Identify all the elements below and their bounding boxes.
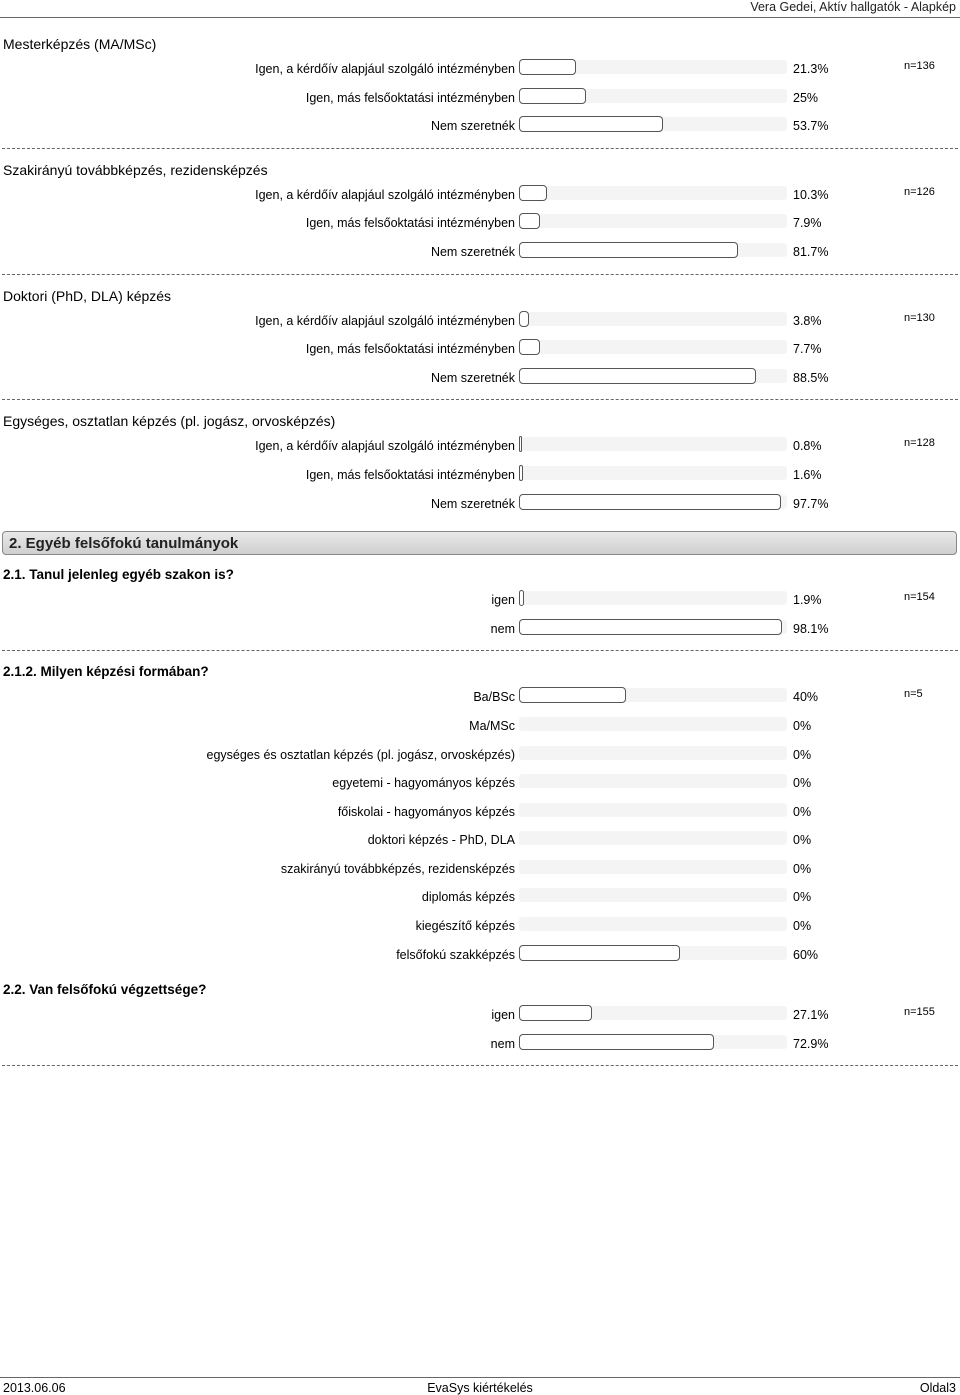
bar-track — [519, 717, 787, 731]
bar-track — [519, 214, 787, 228]
bar-track — [519, 946, 787, 960]
bar-track — [519, 688, 787, 702]
respondent-count: n=128 — [904, 437, 935, 450]
answer-percent: 40% — [793, 690, 819, 705]
answer-label: Igen, más felsőoktatási intézményben — [305, 467, 515, 482]
answer-percent: 0% — [793, 718, 812, 733]
bar-track — [519, 831, 787, 845]
bar-track — [519, 860, 787, 874]
bar-track — [519, 1006, 787, 1020]
answer-row — [0, 742, 960, 771]
question-block — [0, 276, 960, 402]
bar-track — [519, 312, 787, 326]
answer-row — [0, 56, 960, 85]
answer-row — [0, 713, 960, 742]
footer-page-number: Oldal3 — [919, 1381, 956, 1395]
bar-fill — [519, 945, 680, 961]
answer-row — [0, 210, 960, 239]
answer-row — [0, 799, 960, 828]
bar-fill — [519, 213, 540, 229]
question-title: Mesterképzés (MA/MSc) — [3, 36, 157, 52]
bar-track — [519, 369, 787, 383]
footer-rule — [0, 1377, 960, 1378]
answer-row — [0, 365, 960, 394]
answer-label: főiskolai - hagyományos képzés — [337, 804, 515, 819]
answer-percent: 0% — [793, 776, 812, 791]
answer-label: Ba/BSc — [473, 690, 515, 705]
bar-fill — [519, 436, 522, 452]
answer-label: diplomás képzés — [421, 890, 515, 905]
bar-fill — [519, 59, 576, 75]
bar-fill — [519, 494, 781, 510]
answer-label: Igen, más felsőoktatási intézményben — [305, 342, 515, 357]
answer-label: nem — [490, 621, 515, 636]
question-block — [0, 24, 960, 150]
answer-percent: 21.3% — [793, 62, 829, 76]
answer-row — [0, 182, 960, 211]
answer-label: Nem szeretnék — [430, 244, 515, 259]
question-title: Doktori (PhD, DLA) képzés — [3, 287, 172, 304]
bar-track — [519, 243, 787, 257]
answer-percent: 10.3% — [793, 187, 829, 202]
question-block — [0, 970, 960, 1067]
answer-percent: 7.7% — [793, 342, 822, 357]
answer-percent: 3.8% — [793, 313, 822, 328]
answer-percent: 0% — [793, 833, 812, 848]
report-content — [0, 24, 960, 1067]
answer-percent: 7.9% — [793, 216, 822, 231]
respondent-count: n=154 — [904, 591, 935, 604]
answer-row — [0, 491, 960, 520]
bar-fill — [519, 687, 626, 703]
answer-label: Igen, a kérdőív alapjául szolgáló intézményben — [255, 62, 515, 76]
bar-fill — [519, 88, 586, 104]
answer-percent: 88.5% — [793, 370, 829, 385]
answer-percent: 0% — [793, 747, 812, 762]
question-title: 2.1. Tanul jelenleg egyéb szakon is? — [3, 567, 234, 583]
answer-label: szakirányú továbbképzés, rezidensképzés — [280, 861, 515, 876]
question-block — [0, 652, 960, 970]
answer-percent: 27.1% — [793, 1008, 829, 1023]
bar-track — [519, 466, 787, 480]
answer-row — [0, 856, 960, 885]
bar-track — [519, 117, 787, 131]
answer-percent: 1.9% — [793, 593, 822, 608]
answer-rows — [0, 56, 960, 142]
answer-label: Nem szeretnék — [430, 370, 515, 385]
question-block — [0, 401, 960, 519]
answer-percent: 0% — [793, 804, 812, 819]
answer-percent: 60% — [793, 947, 819, 962]
answer-label: igen — [491, 1008, 515, 1023]
bar-track — [519, 917, 787, 931]
question-block — [0, 555, 960, 652]
answer-row — [0, 239, 960, 268]
answer-label: Igen, a kérdőív alapjául szolgáló intézményben — [255, 439, 515, 454]
bar-track — [519, 60, 787, 74]
answer-row — [0, 308, 960, 337]
bar-track — [519, 186, 787, 200]
answer-label: Ma/MSc — [469, 718, 515, 733]
answer-percent: 25% — [793, 90, 819, 105]
dashed-separator — [2, 1065, 958, 1067]
bar-track — [519, 803, 787, 817]
header-rule — [0, 17, 960, 18]
bar-track — [519, 591, 787, 605]
bar-fill — [519, 311, 529, 327]
respondent-count: n=5 — [904, 688, 923, 701]
answer-label: felsőfokú szakképzés — [396, 947, 515, 962]
bar-track — [519, 774, 787, 788]
answer-row — [0, 336, 960, 365]
answer-percent: 81.7% — [793, 244, 829, 259]
question-block — [0, 150, 960, 276]
answer-row — [0, 85, 960, 114]
bar-track — [519, 1035, 787, 1049]
answer-label: Igen, más felsőoktatási intézményben — [305, 90, 515, 105]
page-header-title: Vera Gedei, Aktív hallgatók - Alapkép — [750, 0, 956, 14]
bar-fill — [519, 368, 756, 384]
answer-percent: 53.7% — [793, 119, 829, 134]
answer-label: igen — [491, 593, 515, 608]
answer-rows — [0, 182, 960, 268]
bar-track — [519, 89, 787, 103]
answer-row — [0, 827, 960, 856]
question-title: 2.2. Van felsőfokú végzettsége? — [3, 982, 207, 998]
answer-row — [0, 462, 960, 491]
answer-label: Nem szeretnék — [430, 496, 515, 511]
section-header: 2. Egyéb felsőfokú tanulmányok — [2, 531, 957, 555]
answer-percent: 1.6% — [793, 467, 822, 482]
answer-row — [0, 684, 960, 713]
answer-row — [0, 1002, 960, 1031]
answer-label: egységes és osztatlan képzés (pl. jogász, orvosképzés) — [206, 747, 515, 762]
bar-fill — [519, 1005, 592, 1021]
answer-label: kiegészítő képzés — [415, 919, 515, 934]
answer-label: Igen, a kérdőív alapjául szolgáló intézményben — [255, 313, 515, 328]
answer-row — [0, 1031, 960, 1060]
bar-track — [519, 495, 787, 509]
respondent-count: n=126 — [904, 185, 935, 198]
answer-rows — [0, 587, 960, 644]
answer-row — [0, 587, 960, 616]
answer-percent: 72.9% — [793, 1036, 829, 1051]
bar-track — [519, 340, 787, 354]
respondent-count: n=155 — [904, 1006, 935, 1019]
answer-percent: 98.1% — [793, 621, 829, 636]
bar-fill — [519, 465, 523, 481]
bar-fill — [519, 590, 524, 606]
answer-label: Igen, a kérdőív alapjául szolgáló intézményben — [255, 187, 515, 202]
bar-track — [519, 746, 787, 760]
answer-label: doktori képzés - PhD, DLA — [367, 833, 515, 848]
answer-label: Igen, más felsőoktatási intézményben — [305, 216, 515, 231]
answer-row — [0, 433, 960, 462]
bar-fill — [519, 242, 738, 258]
answer-label: egyetemi - hagyományos képzés — [332, 776, 515, 791]
bar-track — [519, 888, 787, 902]
answer-label: Nem szeretnék — [430, 119, 515, 134]
answer-rows — [0, 308, 960, 394]
answer-row — [0, 113, 960, 142]
bar-fill — [519, 619, 782, 635]
answer-percent: 0% — [793, 919, 812, 934]
answer-rows — [0, 1002, 960, 1059]
question-title: 2.1.2. Milyen képzési formában? — [3, 664, 209, 680]
answer-label: nem — [490, 1036, 515, 1051]
answer-rows — [0, 684, 960, 970]
answer-percent: 0% — [793, 890, 812, 905]
answer-row — [0, 616, 960, 645]
answer-rows — [0, 433, 960, 519]
bar-fill — [519, 116, 663, 132]
answer-percent: 97.7% — [793, 496, 829, 511]
bar-fill — [519, 1034, 714, 1050]
bar-track — [519, 620, 787, 634]
answer-row — [0, 942, 960, 971]
question-title: Szakirányú továbbképzés, rezidensképzés — [3, 161, 268, 178]
bar-fill — [519, 185, 547, 201]
page-footer — [0, 1377, 960, 1395]
answer-row — [0, 884, 960, 913]
respondent-count: n=136 — [904, 60, 935, 72]
footer-date: 2013.06.06 — [3, 1381, 66, 1395]
respondent-count: n=130 — [904, 311, 935, 324]
question-title: Egységes, osztatlan képzés (pl. jogász, orvosképzés) — [3, 413, 336, 430]
bar-track — [519, 437, 787, 451]
answer-row — [0, 913, 960, 942]
answer-row — [0, 770, 960, 799]
answer-percent: 0% — [793, 861, 812, 876]
footer-title: EvaSys kiértékelés — [427, 1381, 533, 1395]
bar-fill — [519, 339, 540, 355]
answer-percent: 0.8% — [793, 439, 822, 454]
